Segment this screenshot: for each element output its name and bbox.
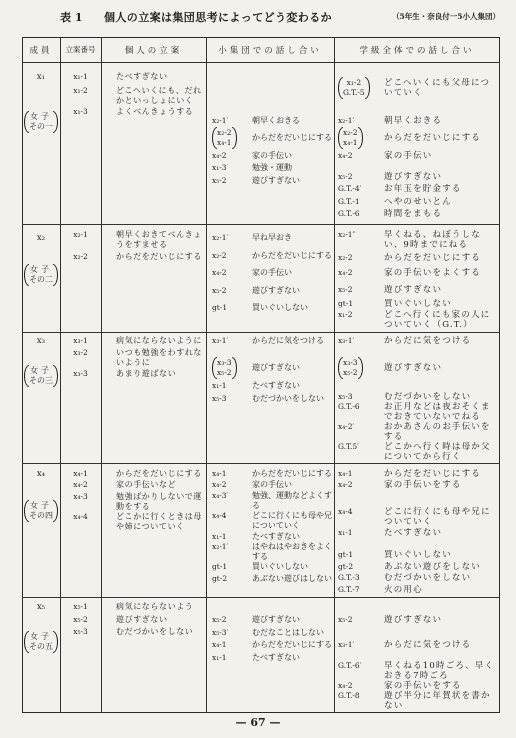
member-id: x₃ xyxy=(36,336,46,346)
individual-plan-row xyxy=(60,627,204,637)
member-gender: 女子 xyxy=(30,112,52,121)
entry-text: むだづかいをしない xyxy=(384,392,472,402)
entry-id: x₅-3 xyxy=(73,627,88,636)
class-discussion-row xyxy=(334,615,497,625)
class-discussion-row xyxy=(334,285,497,295)
entry-text: 買いぐいしない xyxy=(384,550,452,560)
entry-id: x₁-1 xyxy=(73,72,88,81)
entry-id: x₅-2 xyxy=(338,285,353,294)
entry-text: 勉強ばかりしないで運動をする xyxy=(116,492,202,511)
entry-id: x₅-2 xyxy=(338,172,353,181)
member-gender: 女子 xyxy=(30,265,52,274)
entry-id: x₁-2 xyxy=(338,310,353,319)
entry-text: 早ね早おき xyxy=(252,233,292,242)
member-number: その五 xyxy=(29,642,53,651)
entry-text: 家の手伝いをする xyxy=(384,480,462,490)
class-discussion-row xyxy=(334,310,497,330)
entry-id-part: x₂-2 xyxy=(343,128,358,137)
individual-plan-row xyxy=(60,369,204,379)
member-id: x₄ xyxy=(36,469,46,479)
entry-id: x₅-3 xyxy=(212,394,227,403)
entry-id: G.T.-1 xyxy=(338,197,360,206)
entry-id: x₄-2 xyxy=(338,151,353,160)
entry-id: gt-2 xyxy=(338,562,354,571)
entry-id: x₂-2 xyxy=(73,252,88,261)
entry-text: どこへいくにも、だれかといっしょにいく xyxy=(116,86,202,105)
entry-id: x₄-1 xyxy=(73,469,88,478)
small-group-row xyxy=(206,615,333,625)
individual-plan-row xyxy=(60,602,204,612)
entry-id: x₄-1 xyxy=(212,469,227,478)
member-label xyxy=(22,631,60,653)
individual-plan-row xyxy=(60,512,204,532)
entry-text: からだをだいじにする xyxy=(384,253,482,263)
member-id: x₅ xyxy=(36,602,46,612)
small-group-row xyxy=(206,480,333,490)
entry-id: x₅-1 xyxy=(73,602,88,611)
small-group-row xyxy=(206,336,333,346)
member-id: x₂ xyxy=(36,233,46,243)
small-group-row xyxy=(206,381,333,391)
entry-text: たべすぎない xyxy=(252,532,300,541)
small-group-row xyxy=(206,116,333,126)
entry-text: おかあさんのお手伝いをする xyxy=(384,422,491,442)
individual-plan-row xyxy=(60,336,204,346)
entry-id: x₁-1 xyxy=(212,381,227,390)
header-member: 成員 xyxy=(29,45,53,56)
entry-id: x₄-4 xyxy=(212,511,227,520)
entry-text: 勉強・運動 xyxy=(252,163,292,172)
table-number: 表 1 xyxy=(60,11,83,24)
entry-text: どこに行くにも母や兄についていく xyxy=(384,507,491,527)
entry-text: はやねはやおきをよくする xyxy=(252,542,332,561)
entry-text: 家の手伝いをする xyxy=(384,681,462,691)
small-group-row xyxy=(206,394,333,404)
entry-id: x₁-2 xyxy=(73,86,88,95)
entry-id: x₁-1 xyxy=(212,532,227,541)
entry-id: x₄-1 xyxy=(212,640,227,649)
class-discussion-row xyxy=(334,209,497,219)
class-discussion-row xyxy=(334,402,497,422)
member-label xyxy=(22,264,60,286)
member-gender: 女子 xyxy=(30,366,52,375)
class-discussion-row xyxy=(334,469,497,479)
entry-text: よくべんきょうする xyxy=(116,107,194,116)
entry-text: 家の手伝いをよくする xyxy=(384,268,482,278)
entry-id: x₅-2 xyxy=(338,615,353,624)
row-rule xyxy=(22,224,500,225)
entry-text: 早くねる、ねぼうしない、9時までにねる xyxy=(384,230,482,250)
page-number: — 67 — xyxy=(235,716,281,729)
entry-text: 買いぐいしない xyxy=(384,299,452,309)
entry-id: x₃-1′ xyxy=(338,336,355,345)
entry-text: からだに気をつける xyxy=(384,336,472,346)
class-discussion-row xyxy=(334,253,497,263)
entry-id-part: x₂-2 xyxy=(217,128,232,137)
entry-text: あまり遊ばない xyxy=(116,369,177,378)
individual-plan-row xyxy=(60,230,204,250)
entry-id: G.T.-6 xyxy=(338,209,360,218)
entry-text: むだづかいをしない xyxy=(252,394,324,403)
entry-id-part: x₅-2 xyxy=(217,368,232,377)
row-rule xyxy=(22,332,500,333)
entry-id: x₁-1 xyxy=(212,653,227,662)
entry-text: お年玉を貯金する xyxy=(384,184,462,194)
entry-id: x₅-3′ xyxy=(212,628,229,637)
class-discussion-row xyxy=(334,230,497,250)
entry-id-group xyxy=(338,357,363,379)
small-group-row xyxy=(206,511,333,531)
entry-id: x₄-2 xyxy=(212,268,227,277)
small-group-row xyxy=(206,268,333,278)
small-group-row xyxy=(206,532,333,542)
entry-id: x₄-2 xyxy=(212,151,227,160)
class-discussion-row xyxy=(334,116,497,126)
member-label-bracket xyxy=(24,500,58,522)
entry-text: からだをだいじにする xyxy=(252,640,332,649)
small-group-row xyxy=(206,562,333,572)
class-discussion-row xyxy=(334,442,497,462)
entry-text: からだをだいじにする xyxy=(252,133,332,142)
entry-text: たべすぎない xyxy=(116,72,168,81)
entry-text: 遊びすぎない xyxy=(252,176,300,185)
entry-id: G.T.-6′ xyxy=(338,661,362,670)
entry-id-part: x₃-3 xyxy=(217,358,232,367)
entry-text: 買いぐいしない xyxy=(252,303,308,312)
entry-text: からだをだいじにする xyxy=(384,133,482,143)
entry-text: あぶない遊びをしない xyxy=(384,562,482,572)
table-note: （5年生・奈良付一5小人集団） xyxy=(392,12,500,21)
entry-id xyxy=(334,357,384,379)
entry-text: 家の手伝い xyxy=(252,151,292,160)
small-group-row xyxy=(206,491,333,511)
entry-text: どこへいくにも父母についていく xyxy=(384,78,491,98)
entry-text: 朝早くおきる xyxy=(252,116,300,125)
entry-id: G.T.-6 xyxy=(338,402,360,411)
entry-id: x₄-3 xyxy=(73,492,88,501)
entry-id: G.T.-4′ xyxy=(338,184,362,193)
entry-id: gt-2 xyxy=(212,574,228,583)
entry-text: からだをだいじにする xyxy=(116,469,202,478)
entry-text: 時間をまもる xyxy=(384,209,443,219)
entry-id: x₄-2′ xyxy=(338,422,355,431)
class-discussion-row xyxy=(334,691,497,711)
small-group-row xyxy=(206,176,333,186)
member-label-bracket xyxy=(24,264,58,286)
small-group-row xyxy=(206,640,333,650)
class-discussion-row xyxy=(334,357,497,379)
entry-id: gt-1 xyxy=(338,299,354,308)
class-discussion-row xyxy=(334,585,497,595)
entry-text: たべすぎない xyxy=(252,381,300,390)
individual-plan-row xyxy=(60,252,204,262)
individual-plan-row xyxy=(60,86,204,106)
entry-text: からだに気をつける xyxy=(384,640,472,650)
entry-id: x₄-3′ xyxy=(212,491,229,500)
entry-text: 遊びすぎない xyxy=(252,363,300,372)
header-small-group: 小集団での話し合い xyxy=(218,45,322,56)
entry-text: 家の手伝い xyxy=(384,151,433,161)
entry-text: へやのせいとん xyxy=(384,197,452,207)
member-gender: 女子 xyxy=(30,501,52,510)
entry-id: x₄-2 xyxy=(338,480,353,489)
entry-id: gt-1 xyxy=(212,562,228,571)
member-gender: 女子 xyxy=(30,632,52,641)
class-discussion-row xyxy=(334,172,497,182)
entry-id: x₂-1′ xyxy=(212,116,229,125)
member-label-bracket xyxy=(24,365,58,387)
entry-id-group xyxy=(338,77,370,99)
entry-id: x₂-2 xyxy=(338,253,353,262)
entry-text: どこに行くにも母や兄についていく xyxy=(252,511,332,530)
class-discussion-row xyxy=(334,640,497,650)
entry-id xyxy=(206,127,252,149)
entry-text: 早くねる10時ごろ、早くおきる7時ごろ xyxy=(384,661,495,681)
entry-id: x₁-3 xyxy=(73,107,88,116)
individual-plan-row xyxy=(60,469,204,479)
entry-text: 朝早くおきる xyxy=(384,116,443,126)
entry-text: 火の用心 xyxy=(384,585,423,595)
entry-id xyxy=(206,357,252,379)
entry-id: x₁-1 xyxy=(338,528,353,537)
individual-plan-row xyxy=(60,107,204,117)
class-discussion-row xyxy=(334,336,497,346)
entry-text: 買いぐいしない xyxy=(252,562,308,571)
entry-text: 遊びすぎない xyxy=(252,286,300,295)
individual-plan-row xyxy=(60,72,204,82)
entry-text: お正月などは夜おそくまでおきていないでねる xyxy=(384,402,491,422)
class-discussion-row xyxy=(334,77,497,99)
individual-plan-row xyxy=(60,615,204,625)
entry-text: からだをだいじにする xyxy=(252,251,332,260)
entry-id: x₅-2 xyxy=(212,615,227,624)
member-label xyxy=(22,365,60,387)
entry-text: 家の手伝い xyxy=(252,480,292,489)
small-group-row xyxy=(206,469,333,479)
small-group-row xyxy=(206,286,333,296)
entry-id-part: G.T.-5 xyxy=(343,88,365,97)
class-discussion-row xyxy=(334,661,497,681)
entry-id: x₅-2 xyxy=(73,615,88,624)
entry-id: G.T.5′ xyxy=(338,442,359,451)
entry-text: 遊びすぎない xyxy=(384,172,443,182)
entry-id: x₄-2 xyxy=(338,268,353,277)
member-number: その一 xyxy=(29,122,53,131)
entry-id: x₃-1′ xyxy=(338,640,355,649)
entry-id: x₃-1′ xyxy=(212,336,229,345)
entry-text: からだに気をつける xyxy=(252,336,324,345)
entry-id: x₄-4 xyxy=(73,512,88,521)
entry-text: どこへ行くにも家の人についていく（G.T.） xyxy=(384,310,491,330)
member-label xyxy=(22,111,60,133)
header-individual-plan: 個人の立案 xyxy=(124,45,183,56)
entry-id-part: x₅-2 xyxy=(343,368,358,377)
entry-id: x₅-3 xyxy=(338,392,353,401)
entry-text: どこかへ行く時は母か父についてから行く xyxy=(384,442,491,462)
entry-text: 遊びすぎない xyxy=(384,363,443,373)
entry-id-part: x₁-2 xyxy=(346,78,362,87)
class-discussion-row xyxy=(334,681,497,691)
class-discussion-row xyxy=(334,573,497,583)
entry-text: からだをだいじにする xyxy=(384,469,482,479)
entry-id-group xyxy=(212,127,237,149)
row-rule xyxy=(22,463,500,464)
entry-text: いつも勉強をわすれないように xyxy=(116,348,202,367)
entry-text: たべすぎない xyxy=(384,528,443,538)
member-number: その二 xyxy=(29,275,53,284)
entry-id-group xyxy=(212,357,237,379)
individual-plan-row xyxy=(60,480,204,490)
small-group-row xyxy=(206,127,333,149)
entry-id: x₃-3 xyxy=(73,369,88,378)
entry-id: x₂-1′ xyxy=(338,116,355,125)
entry-id: x₄-2 xyxy=(212,480,227,489)
entry-text: からだをだいじにする xyxy=(252,469,332,478)
member-label xyxy=(22,500,60,522)
class-discussion-row xyxy=(334,392,497,402)
member-number: その三 xyxy=(29,376,53,385)
entry-id: gt-1 xyxy=(212,303,228,312)
entry-text: 朝早くおきてべんきょうをすませる xyxy=(116,230,202,249)
small-group-row xyxy=(206,653,333,663)
entry-id: x₂-1′ xyxy=(212,233,229,242)
small-group-row xyxy=(206,628,333,638)
entry-id: x₂-1 xyxy=(73,230,88,239)
entry-id: x₅-2 xyxy=(212,176,227,185)
entry-text: あぶない遊びはしない xyxy=(252,574,332,583)
entry-text: 遊びすぎない xyxy=(116,615,168,624)
class-discussion-row xyxy=(334,422,497,442)
entry-id-part: x₃-3 xyxy=(343,358,358,367)
entry-text: むだなことはしない xyxy=(252,628,324,637)
entry-id: G.T.-7 xyxy=(338,585,360,594)
header-rule xyxy=(22,62,500,63)
entry-text: どこかに行くときは母や姉についていく xyxy=(116,512,202,531)
header-plan-number: 立案番号 xyxy=(65,45,96,54)
header-class-discussion: 学級全体での話し合い xyxy=(359,45,475,56)
entry-id-part: x₄-1 xyxy=(343,138,358,147)
entry-text: 遊びすぎない xyxy=(252,615,300,624)
member-label-bracket xyxy=(24,631,58,653)
entry-text: むだづかいをしない xyxy=(116,627,194,636)
class-discussion-row xyxy=(334,550,497,560)
entry-id-part: x₄-1 xyxy=(217,138,232,147)
entry-id-group xyxy=(338,127,363,149)
class-discussion-row xyxy=(334,197,497,207)
entry-id: x₂-1′ xyxy=(212,542,229,551)
entry-id: x₄-1 xyxy=(338,469,353,478)
small-group-row xyxy=(206,233,333,243)
entry-id: x₄-4 xyxy=(338,507,353,516)
entry-id: x₁-3 xyxy=(212,163,227,172)
entry-text: からだをだいじにする xyxy=(116,252,202,261)
class-discussion-row xyxy=(334,268,497,278)
class-discussion-row xyxy=(334,184,497,194)
small-group-row xyxy=(206,542,333,562)
entry-id: x₃-2 xyxy=(73,348,88,357)
entry-text: むだづかいをしない xyxy=(384,573,472,583)
entry-text: 勉強、運動などよくする xyxy=(252,491,332,510)
entry-text: たべすぎない xyxy=(252,653,300,662)
class-discussion-row xyxy=(334,299,497,309)
class-discussion-row xyxy=(334,507,497,527)
entry-id: x₂-2 xyxy=(212,251,227,260)
entry-text: 家の手伝い xyxy=(252,268,292,277)
table-title: 個人の立案は集団思考によってどう変わるか xyxy=(104,11,332,24)
individual-plan-row xyxy=(60,348,204,368)
row-rule xyxy=(22,597,500,598)
entry-text: 遊び半分に年賀状を書かない xyxy=(384,691,491,711)
entry-id: x₂-1″ xyxy=(338,230,356,239)
member-number: その四 xyxy=(29,511,53,520)
individual-plan-row xyxy=(60,492,204,512)
entry-text: 遊びすぎない xyxy=(384,285,443,295)
entry-text: 病気にならないよう xyxy=(116,602,194,611)
entry-id xyxy=(334,127,384,149)
entry-id: x₃-1 xyxy=(73,336,88,345)
entry-text: 遊びすぎない xyxy=(384,615,443,625)
entry-id: x₄-2 xyxy=(338,681,353,690)
member-label-bracket xyxy=(24,111,58,133)
entry-id: gt-1 xyxy=(338,550,354,559)
entry-id: G.T.-8 xyxy=(338,691,360,700)
entry-id: G.T.-3 xyxy=(338,573,360,582)
small-group-row xyxy=(206,303,333,313)
class-discussion-row xyxy=(334,127,497,149)
entry-text: 病気にならないように xyxy=(116,336,202,345)
member-id: x₁ xyxy=(36,72,46,82)
small-group-row xyxy=(206,574,333,584)
class-discussion-row xyxy=(334,528,497,538)
class-discussion-row xyxy=(334,562,497,572)
small-group-row xyxy=(206,151,333,161)
small-group-row xyxy=(206,251,333,261)
small-group-row xyxy=(206,357,333,379)
small-group-row xyxy=(206,163,333,173)
entry-text: 家の手伝いなど xyxy=(116,480,177,489)
entry-id xyxy=(334,77,384,99)
entry-id: x₅-2 xyxy=(212,286,227,295)
class-discussion-row xyxy=(334,151,497,161)
class-discussion-row xyxy=(334,480,497,490)
entry-id: x₄-2 xyxy=(73,480,88,489)
